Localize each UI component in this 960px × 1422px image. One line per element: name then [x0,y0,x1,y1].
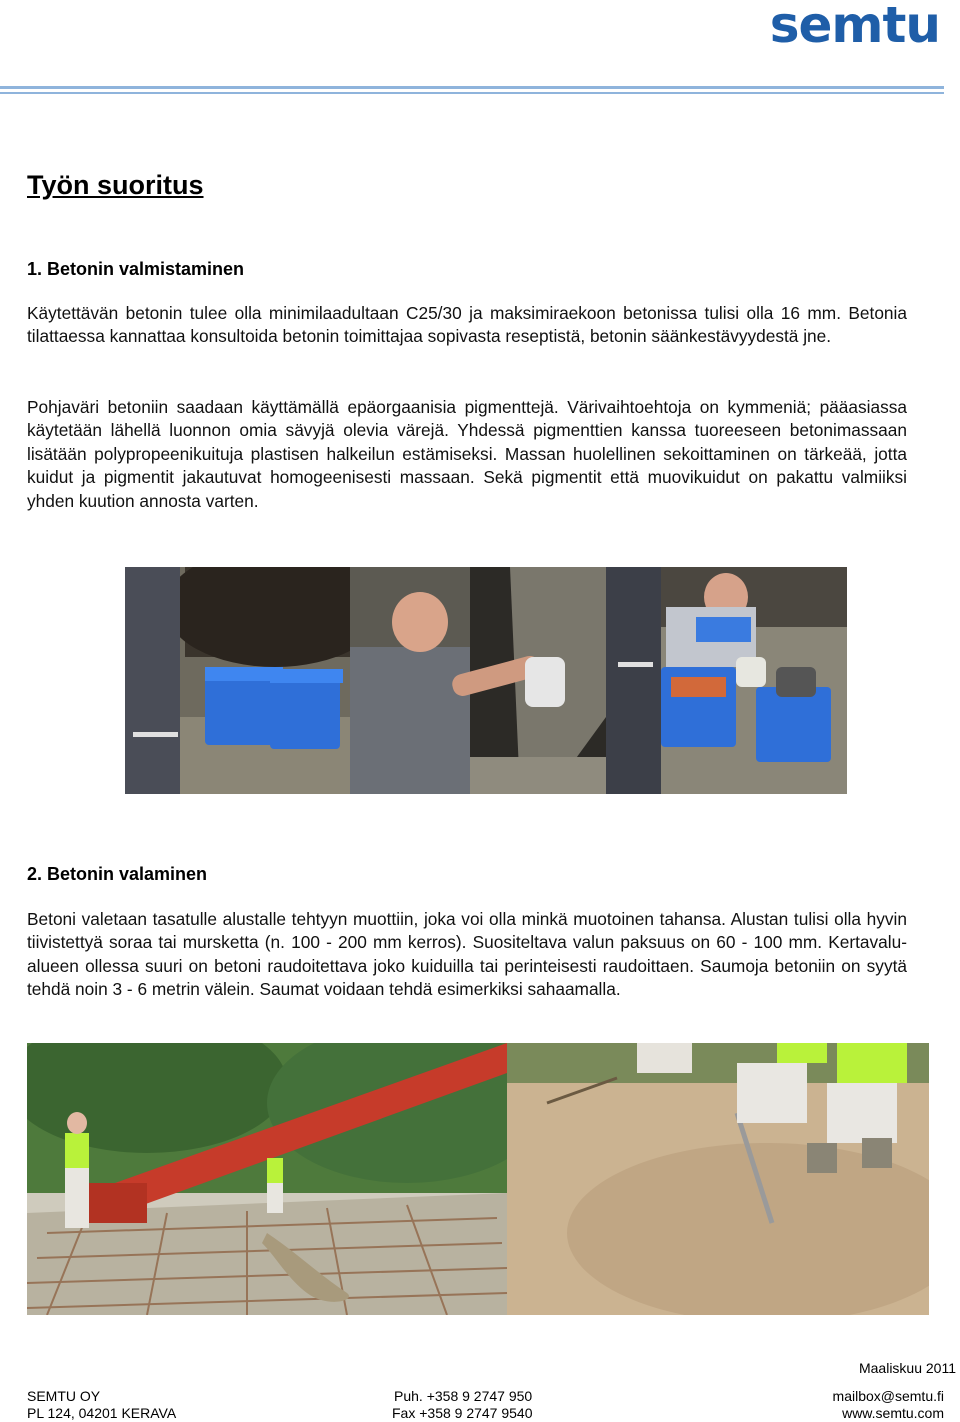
footer-phone: Puh. +358 9 2747 950 [394,1388,533,1404]
header-divider [0,86,944,89]
footer-email[interactable]: mailbox@semtu.fi [832,1388,944,1404]
photo-screeding [507,1043,929,1315]
section-1-paragraph-1: Käytettävän betonin tulee olla minimilaadultaan C25/30 ja maksimiraekoon betonissa tulisi olla 16 mm. Betonia tilattaessa kannattaa konsultoida betonin toimittajaa sopivasta reseptistä, betonin säänkestävyydestä jne. [27,303,907,347]
section-2-paragraph-1: Betoni valetaan tasatulle alustalle tehtyyn muottiin, joka voi olla minkä muotoinen tahansa. Alustan tulisi olla hyvin tiivistettyä soraa tai mursketta (n. 100 - 200 mm kerros). Suositeltava valun paksuus on 60 - 100 mm. Kertavalu-alueen ollessa suuri on betoni raudoitettava joko kuiduilla tai perinteisesti raudoittaen. Saumoja betoniin on syytä tehdä noin 3 - 6 metrin välein. Saumat voidaan tehdä esimerkiksi sahaamalla. [27,909,907,1000]
footer-website[interactable]: www.semtu.com [842,1405,944,1421]
footer-company: SEMTU OY [27,1388,101,1404]
header-divider-thin [0,92,944,94]
photo-worker-mixer [350,567,606,794]
footer-address: PL 124, 04201 KERAVA [27,1405,177,1421]
photo-adding-fibres [606,567,847,794]
semtu-logo: semtu [769,0,940,54]
page-title: Työn suoritus [27,170,204,200]
section-heading-2: 2. Betonin valaminen [27,864,208,884]
mixing-photos [125,567,847,794]
section-heading-1: 1. Betonin valmistaminen [27,259,245,279]
section-1-paragraph-2: Pohjaväri betoniin saadaan käyttämällä epäorgaanisia pigmenttejä. Värivaihtoehtoja on kymmeniä; pääasiassa käytetään lähellä luonnon omia sävyjä olevia värejä. Yhdessä pigmenttien kanssa tuoreeseen betonimassaan lisätään polypropeenikuituja plastisen halkeilun estämiseksi. Massan huolellinen sekoittaminen on tärkeää, jotta kuidut ja pigmentit jakautuvat homogeenisesti massaan. Sekä pigmentit että muovikuidut on pakattu valmiiksi yhden kuution annosta varten. [27,397,907,511]
footer-date: Maaliskuu 2011 [858,1360,956,1376]
footer-fax: Fax +358 9 2747 9540 [392,1405,533,1421]
photo-pump-pouring [27,1043,507,1315]
casting-photos [27,1043,929,1315]
photo-pigment-buckets [125,567,350,794]
